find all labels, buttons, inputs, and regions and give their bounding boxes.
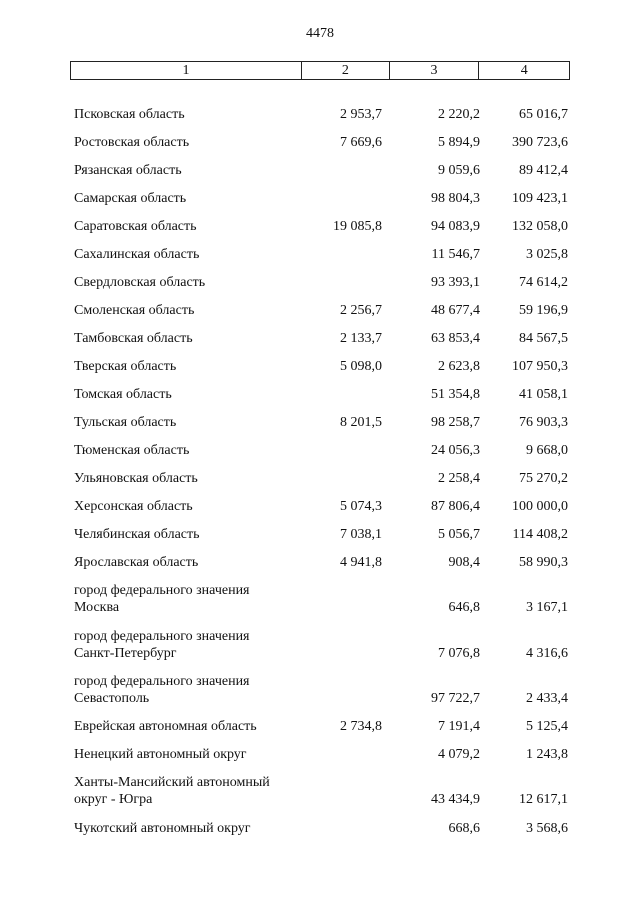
- region-name: [70, 774, 302, 808]
- region-name: [70, 386, 302, 403]
- region-name: [70, 302, 302, 319]
- region-name: [70, 414, 302, 431]
- table-row: [70, 190, 570, 207]
- value-c4: 9 668,0: [526, 443, 568, 458]
- region-name-line: город федерального значения: [74, 583, 250, 598]
- table-row: [70, 330, 570, 347]
- region-name-line: Севастополь: [74, 691, 150, 706]
- value-c3: 94 083,9: [431, 219, 480, 234]
- value-c4: 41 058,1: [519, 387, 568, 402]
- value-c3: 668,6: [448, 821, 480, 836]
- region-name: [70, 628, 302, 662]
- value-c4: 89 412,4: [519, 163, 568, 178]
- region-name: [70, 746, 302, 763]
- value-c4: 65 016,7: [519, 107, 568, 122]
- table-row: [70, 554, 570, 571]
- value-c3: 93 393,1: [431, 275, 480, 290]
- value-c3: 908,4: [448, 555, 480, 570]
- value-c4: 3 025,8: [526, 247, 568, 262]
- region-name-line: Херсонская область: [74, 499, 193, 514]
- table-row: [70, 746, 570, 763]
- region-name-line: Сахалинская область: [74, 247, 200, 262]
- value-c3: 43 434,9: [431, 792, 480, 807]
- table-row: [70, 414, 570, 431]
- value-c2: [302, 582, 390, 599]
- table-row: [70, 582, 570, 616]
- region-name: [70, 554, 302, 571]
- region-name-line: Тульская область: [74, 415, 177, 430]
- region-name-line: город федерального значения: [74, 674, 250, 689]
- region-name: [70, 106, 302, 123]
- region-name-line: Саратовская область: [74, 219, 197, 234]
- region-name-line: Томская область: [74, 387, 172, 402]
- header-col-4: 4: [520, 63, 528, 78]
- region-name: [70, 246, 302, 263]
- region-name: [70, 218, 302, 235]
- table-row: [70, 246, 570, 263]
- data-table: [70, 61, 570, 836]
- table-row: [70, 673, 570, 707]
- value-c4: 58 990,3: [519, 555, 568, 570]
- value-c3: 11 546,7: [431, 247, 480, 262]
- value-c2: 7 669,6: [340, 135, 382, 150]
- value-c4: 3 167,1: [526, 600, 568, 615]
- region-name-line: Тамбовская область: [74, 331, 193, 346]
- region-name: [70, 190, 302, 207]
- region-name-line: Еврейская автономная область: [74, 719, 257, 734]
- region-name-line: округ - Югра: [74, 792, 153, 807]
- value-c3: 51 354,8: [431, 387, 480, 402]
- table-row: [70, 820, 570, 837]
- table-row: [70, 628, 570, 662]
- value-c4: 12 617,1: [519, 792, 568, 807]
- value-c4: 4 316,6: [526, 646, 568, 661]
- value-c2: 8 201,5: [340, 415, 382, 430]
- value-c4: 5 125,4: [526, 719, 568, 734]
- table-row: [70, 526, 570, 543]
- value-c3: 97 722,7: [431, 691, 480, 706]
- region-name-line: Псковская область: [74, 107, 185, 122]
- value-c3: 48 677,4: [431, 303, 480, 318]
- value-c2: [302, 673, 390, 690]
- value-c4: 114 408,2: [512, 527, 568, 542]
- value-c2: 2 133,7: [340, 331, 382, 346]
- table-row: [70, 134, 570, 151]
- value-c3: 646,8: [448, 600, 480, 615]
- page-number: 4478: [306, 26, 334, 41]
- region-name-line: Челябинская область: [74, 527, 200, 542]
- table-row: [70, 218, 570, 235]
- region-name: [70, 470, 302, 487]
- header-col-2: 2: [302, 62, 390, 79]
- value-c2: 4 941,8: [340, 555, 382, 570]
- region-name: [70, 442, 302, 459]
- region-name: [70, 330, 302, 347]
- value-c3: 9 059,6: [438, 163, 480, 178]
- region-name-line: город федерального значения: [74, 629, 250, 644]
- value-c3: 5 894,9: [438, 135, 480, 150]
- value-c4: 100 000,0: [512, 499, 568, 514]
- region-name-line: Ростовская область: [74, 135, 190, 150]
- value-c4: 132 058,0: [512, 219, 568, 234]
- value-c3: 7 191,4: [438, 719, 480, 734]
- table-row: [70, 358, 570, 375]
- region-name-line: Рязанская область: [74, 163, 182, 178]
- table-row: [70, 274, 570, 291]
- region-name: [70, 498, 302, 515]
- value-c2: 2 953,7: [340, 107, 382, 122]
- region-name-line: Чукотский автономный округ: [74, 821, 251, 836]
- value-c3: 98 804,3: [431, 191, 480, 206]
- region-name-line: Тверская область: [74, 359, 177, 374]
- value-c4: 107 950,3: [512, 359, 568, 374]
- value-c2: 7 038,1: [340, 527, 382, 542]
- table-row: [70, 470, 570, 487]
- table-row: [70, 442, 570, 459]
- region-name-line: Ярославская область: [74, 555, 199, 570]
- value-c3: 5 056,7: [438, 527, 480, 542]
- region-name-line: Ульяновская область: [74, 471, 198, 486]
- value-c3: 2 623,8: [438, 359, 480, 374]
- value-c2: 2 734,8: [340, 719, 382, 734]
- value-c2: 19 085,8: [333, 219, 382, 234]
- table-row: [70, 718, 570, 735]
- region-name: [70, 526, 302, 543]
- value-c3: 63 853,4: [431, 331, 480, 346]
- value-c4: 84 567,5: [519, 331, 568, 346]
- value-c4: 2 433,4: [526, 691, 568, 706]
- region-name-line: Санкт-Петербург: [74, 646, 177, 661]
- region-name: [70, 718, 302, 735]
- value-c3: 4 079,2: [438, 747, 480, 762]
- region-name: [70, 358, 302, 375]
- value-c3: 2 258,4: [438, 471, 480, 486]
- value-c2: [302, 628, 390, 645]
- table-row: [70, 386, 570, 403]
- value-c4: 3 568,6: [526, 821, 568, 836]
- value-c4: 1 243,8: [526, 747, 568, 762]
- value-c4: 74 614,2: [519, 275, 568, 290]
- table-row: [70, 498, 570, 515]
- table-header: [70, 61, 570, 80]
- region-name: [70, 673, 302, 707]
- table-row: [70, 106, 570, 123]
- table-row: [70, 302, 570, 319]
- value-c3: 2 220,2: [438, 107, 480, 122]
- value-c4: 76 903,3: [519, 415, 568, 430]
- region-name-line: Москва: [74, 600, 120, 615]
- region-name-line: Смоленская область: [74, 303, 195, 318]
- value-c4: 75 270,2: [519, 471, 568, 486]
- region-name-line: Тюменская область: [74, 443, 190, 458]
- value-c4: 109 423,1: [512, 191, 568, 206]
- region-name-line: Ненецкий автономный округ: [74, 747, 247, 762]
- value-c2: [302, 774, 390, 791]
- region-name: [70, 134, 302, 151]
- value-c3: 87 806,4: [431, 499, 480, 514]
- table-row: [70, 162, 570, 179]
- region-name: [70, 582, 302, 616]
- region-name: [70, 274, 302, 291]
- value-c4: 390 723,6: [512, 135, 568, 150]
- table-row: [70, 774, 570, 808]
- value-c2: 5 098,0: [340, 359, 382, 374]
- header-col-1: 1: [71, 62, 302, 79]
- region-name-line: Самарская область: [74, 191, 187, 206]
- value-c4: 59 196,9: [519, 303, 568, 318]
- value-c2: 5 074,3: [340, 499, 382, 514]
- region-name-line: Свердловская область: [74, 275, 206, 290]
- region-name-line: Ханты-Мансийский автономный: [74, 775, 270, 790]
- region-name: [70, 820, 302, 837]
- value-c3: 7 076,8: [438, 646, 480, 661]
- value-c3: 98 258,7: [431, 415, 480, 430]
- header-col-3: 3: [390, 62, 480, 79]
- value-c2: 2 256,7: [340, 303, 382, 318]
- value-c3: 24 056,3: [431, 443, 480, 458]
- region-name: [70, 162, 302, 179]
